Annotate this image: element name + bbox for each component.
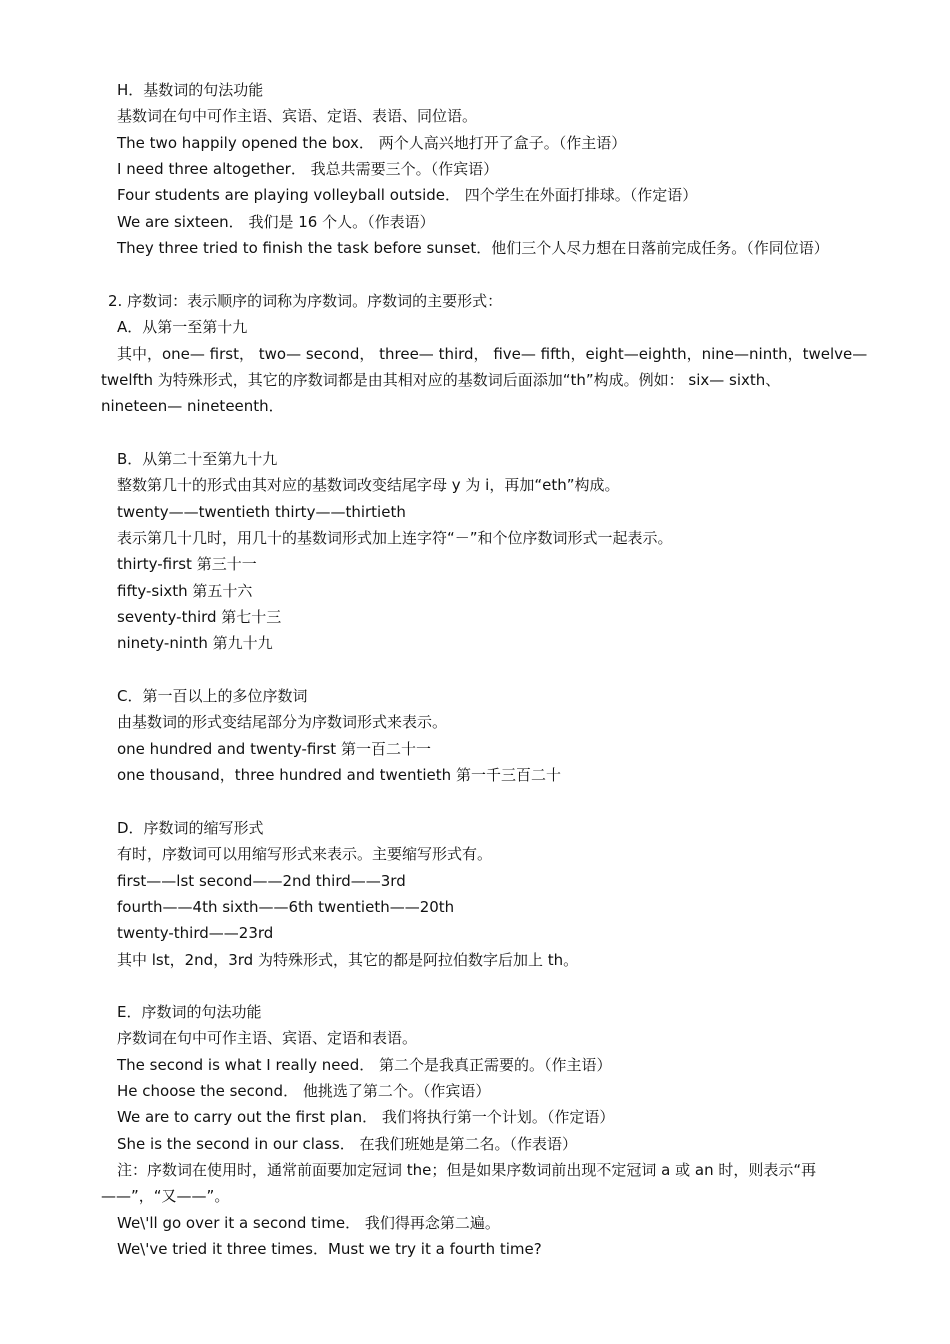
paragraph: nineteen— nineteenth． <box>101 397 284 415</box>
section-h-title: H．基数词的句法功能 <box>117 81 264 99</box>
example-line: He choose the second． 他挑选了第二个。（作宾语） <box>117 1082 491 1100</box>
example-line: Four students are playing volleyball outside． 四个学生在外面打排球。（作定语） <box>117 186 698 204</box>
example-line: one hundred and twenty-first 第一百二十一 <box>117 740 431 758</box>
paragraph: 整数第几十的形式由其对应的基数词改变结尾字母 y 为 i，再加“eth”构成。 <box>117 476 620 494</box>
paragraph: 有时，序数词可以用缩写形式来表示。主要缩写形式有。 <box>117 845 493 863</box>
example-line: first——lst second——2nd third——3rd <box>117 872 406 890</box>
example-line: The second is what I really need． 第二个是我真正需要的。（作主语） <box>117 1056 612 1074</box>
example-line: I need three altogether． 我总共需要三个。（作宾语） <box>117 160 499 178</box>
paragraph: 基数词在句中可作主语、宾语、定语、表语、同位语。 <box>117 107 478 125</box>
example-line: thirty-first 第三十一 <box>117 555 257 573</box>
example-line: We are sixteen． 我们是 16 个人。（作表语） <box>117 213 435 231</box>
paragraph: 其中 lst，2nd，3rd 为特殊形式，其它的都是阿拉伯数字后加上 th。 <box>117 951 579 969</box>
example-line: We\'ll go over it a second time． 我们得再念第二遍。 <box>117 1214 500 1232</box>
example-line: She is the second in our class． 在我们班她是第二名。（作表语） <box>117 1135 577 1153</box>
paragraph: 由基数词的形式变结尾部分为序数词形式来表示。 <box>117 713 448 731</box>
paragraph: 其中，one— first， two— second， three— third， five— fifth，eight—eighth，nine—ninth，twelve— <box>117 345 868 363</box>
section-d-title: D．序数词的缩写形式 <box>117 819 264 837</box>
section-e-title: E．序数词的句法功能 <box>117 1003 262 1021</box>
example-line: They three tried to finish the task before sunset．他们三个人尽力想在日落前完成任务。（作同位语） <box>117 239 829 257</box>
note-line: ——”，“又——”。 <box>101 1187 230 1205</box>
example-line: The two happily opened the box． 两个人高兴地打开了盒子。（作主语） <box>117 134 627 152</box>
example-line: We\'ve tried it three times．Must we try it a fourth time? <box>117 1240 542 1258</box>
paragraph: 表示第几十几时，用几十的基数词形式加上连字符“－”和个位序数词形式一起表示。 <box>117 529 673 547</box>
paragraph: twelfth 为特殊形式，其它的序数词都是由其相对应的基数词后面添加“th”构成。例如： six— sixth、 <box>101 371 781 389</box>
example-line: one thousand，three hundred and twentieth 第一千三百二十 <box>117 766 561 784</box>
section-2-title: 2. 序数词：表示顺序的词称为序数词。序数词的主要形式： <box>108 292 503 310</box>
example-line: ninety-ninth 第九十九 <box>117 634 273 652</box>
section-b-title: B．从第二十至第九十九 <box>117 450 278 468</box>
example-line: fourth——4th sixth——6th twentieth——20th <box>117 898 455 916</box>
example-line: twenty——twentieth thirty——thirtieth <box>117 503 406 521</box>
example-line: twenty-third——23rd <box>117 924 274 942</box>
paragraph: 序数词在句中可作主语、宾语、定语和表语。 <box>117 1029 418 1047</box>
section-c-title: C．第一百以上的多位序数词 <box>117 687 308 705</box>
example-line: seventy-third 第七十三 <box>117 608 282 626</box>
example-line: fifty-sixth 第五十六 <box>117 582 253 600</box>
note-line: 注：序数词在使用时，通常前面要加定冠词 the；但是如果序数词前出现不定冠词 a 或 an 时，则表示“再 <box>117 1161 817 1179</box>
example-line: We are to carry out the first plan． 我们将执行第一个计划。（作定语） <box>117 1108 615 1126</box>
section-a-title: A．从第一至第十九 <box>117 318 248 336</box>
